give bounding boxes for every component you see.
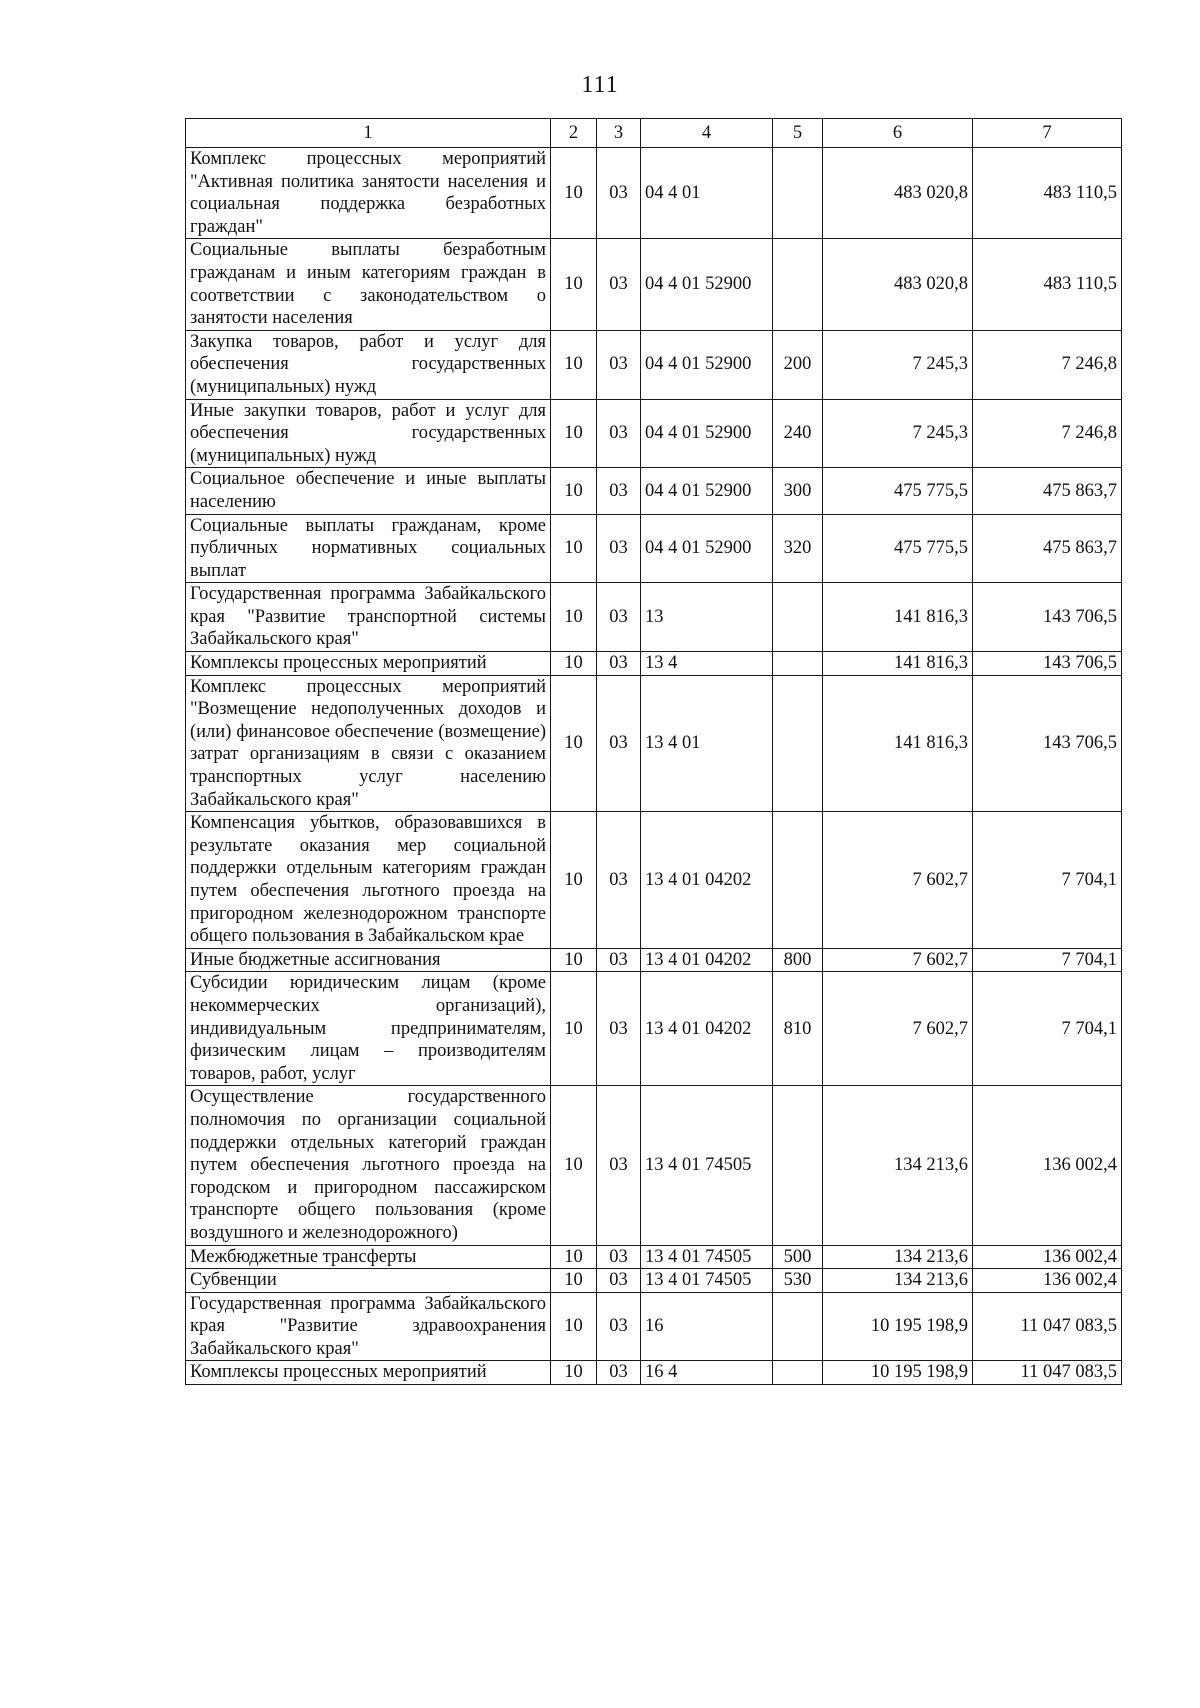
- row-expense-type-cell: [773, 1086, 823, 1245]
- row-expense-type-cell: 500: [773, 1245, 823, 1269]
- table-header: [186, 119, 1122, 148]
- row-amount-year1-cell: 7 245,3: [823, 399, 973, 468]
- row-amount-year1-cell: 134 213,6: [823, 1245, 973, 1269]
- table-row: [186, 1361, 1122, 1385]
- row-target-code-cell: 13: [641, 583, 773, 652]
- row-target-code-cell: 04 4 01 52900: [641, 468, 773, 514]
- row-subsection-cell: 03: [597, 239, 641, 330]
- row-name-cell: Комплекс процессных мероприятий "Возмещение недополученных доходов и (или) финансовое обеспечение (возмещение) затрат организациям в связи с оказанием транспортных услуг населению Забайкальского края": [186, 675, 551, 812]
- row-target-code-cell: 13 4 01: [641, 675, 773, 812]
- row-section-cell: 10: [551, 1245, 597, 1269]
- row-section-cell: 10: [551, 148, 597, 239]
- table-row: [186, 972, 1122, 1086]
- row-expense-type-cell: 320: [773, 514, 823, 583]
- table-row: [186, 1086, 1122, 1245]
- row-expense-type-cell: 800: [773, 948, 823, 972]
- table-row: [186, 148, 1122, 239]
- row-target-code-cell: 16 4: [641, 1361, 773, 1385]
- row-amount-year1-cell: 7 602,7: [823, 812, 973, 949]
- table-row: [186, 514, 1122, 583]
- row-subsection-cell: 03: [597, 972, 641, 1086]
- table-row: [186, 652, 1122, 676]
- row-amount-year2-cell: 11 047 083,5: [973, 1361, 1122, 1385]
- header-col-2: 2: [551, 119, 597, 148]
- row-amount-year1-cell: 134 213,6: [823, 1269, 973, 1293]
- row-name-cell: Субвенции: [186, 1269, 551, 1293]
- row-name-cell: Государственная программа Забайкальского края "Развитие здравоохранения Забайкальского края": [186, 1292, 551, 1361]
- row-section-cell: 10: [551, 1292, 597, 1361]
- row-amount-year2-cell: 136 002,4: [973, 1269, 1122, 1293]
- row-target-code-cell: 04 4 01 52900: [641, 399, 773, 468]
- row-subsection-cell: 03: [597, 1269, 641, 1293]
- row-subsection-cell: 03: [597, 148, 641, 239]
- row-section-cell: 10: [551, 1361, 597, 1385]
- row-name-cell: Закупка товаров, работ и услуг для обеспечения государственных (муниципальных) нужд: [186, 330, 551, 399]
- row-amount-year2-cell: 475 863,7: [973, 514, 1122, 583]
- row-expense-type-cell: 240: [773, 399, 823, 468]
- row-amount-year2-cell: 483 110,5: [973, 148, 1122, 239]
- row-amount-year1-cell: 7 245,3: [823, 330, 973, 399]
- row-amount-year2-cell: 143 706,5: [973, 583, 1122, 652]
- row-target-code-cell: 13 4 01 74505: [641, 1245, 773, 1269]
- row-amount-year1-cell: 141 816,3: [823, 675, 973, 812]
- row-name-cell: Иные бюджетные ассигнования: [186, 948, 551, 972]
- row-expense-type-cell: 200: [773, 330, 823, 399]
- row-name-cell: Социальные выплаты гражданам, кроме публичных нормативных социальных выплат: [186, 514, 551, 583]
- row-expense-type-cell: [773, 652, 823, 676]
- row-subsection-cell: 03: [597, 1086, 641, 1245]
- header-col-4: 4: [641, 119, 773, 148]
- row-section-cell: 10: [551, 652, 597, 676]
- table-row: [186, 675, 1122, 812]
- row-section-cell: 10: [551, 1086, 597, 1245]
- row-name-cell: Осуществление государственного полномочия по организации социальной поддержки отдельных категорий граждан путем обеспечения льготного проезда на городском и пригородном пассажирском транспорте общего пользования (кроме воздушного и железнодорожного): [186, 1086, 551, 1245]
- row-section-cell: 10: [551, 812, 597, 949]
- row-subsection-cell: 03: [597, 948, 641, 972]
- table-row: [186, 330, 1122, 399]
- row-amount-year2-cell: 7 246,8: [973, 330, 1122, 399]
- row-target-code-cell: 04 4 01 52900: [641, 514, 773, 583]
- row-amount-year1-cell: 134 213,6: [823, 1086, 973, 1245]
- row-expense-type-cell: [773, 148, 823, 239]
- row-section-cell: 10: [551, 948, 597, 972]
- row-name-cell: Комплекс процессных мероприятий "Активная политика занятости населения и социальная поддержка безработных граждан": [186, 148, 551, 239]
- row-target-code-cell: 13 4: [641, 652, 773, 676]
- row-name-cell: Субсидии юридическим лицам (кроме некоммерческих организаций), индивидуальным предпринимателям, физическим лицам – производителям товаров, работ, услуг: [186, 972, 551, 1086]
- row-amount-year1-cell: 7 602,7: [823, 972, 973, 1086]
- row-amount-year1-cell: 10 195 198,9: [823, 1292, 973, 1361]
- table-row: [186, 1269, 1122, 1293]
- row-target-code-cell: 04 4 01 52900: [641, 330, 773, 399]
- row-amount-year2-cell: 7 704,1: [973, 812, 1122, 949]
- row-section-cell: 10: [551, 239, 597, 330]
- row-name-cell: Компенсация убытков, образовавшихся в результате оказания мер социальной поддержки отдельным категориям граждан путем обеспечения льготного проезда на пригородном железнодорожном транспорте общего пользования в Забайкальском крае: [186, 812, 551, 949]
- table-row: [186, 812, 1122, 949]
- header-col-3: 3: [597, 119, 641, 148]
- table-body: [186, 148, 1122, 1385]
- row-target-code-cell: 13 4 01 04202: [641, 948, 773, 972]
- row-name-cell: Социальное обеспечение и иные выплаты населению: [186, 468, 551, 514]
- row-amount-year2-cell: 11 047 083,5: [973, 1292, 1122, 1361]
- row-expense-type-cell: [773, 583, 823, 652]
- row-section-cell: 10: [551, 330, 597, 399]
- row-name-cell: Иные закупки товаров, работ и услуг для обеспечения государственных (муниципальных) нужд: [186, 399, 551, 468]
- table-row: [186, 948, 1122, 972]
- row-subsection-cell: 03: [597, 514, 641, 583]
- row-name-cell: Социальные выплаты безработным гражданам и иным категориям граждан в соответствии с законодательством о занятости населения: [186, 239, 551, 330]
- row-section-cell: 10: [551, 972, 597, 1086]
- row-subsection-cell: 03: [597, 583, 641, 652]
- row-expense-type-cell: [773, 1292, 823, 1361]
- row-amount-year2-cell: 143 706,5: [973, 675, 1122, 812]
- header-row: [186, 119, 1122, 148]
- header-col-6: 6: [823, 119, 973, 148]
- row-amount-year1-cell: 475 775,5: [823, 468, 973, 514]
- row-target-code-cell: 13 4 01 74505: [641, 1269, 773, 1293]
- row-amount-year2-cell: 475 863,7: [973, 468, 1122, 514]
- row-target-code-cell: 13 4 01 04202: [641, 812, 773, 949]
- row-amount-year2-cell: 136 002,4: [973, 1245, 1122, 1269]
- row-expense-type-cell: 810: [773, 972, 823, 1086]
- row-subsection-cell: 03: [597, 1361, 641, 1385]
- row-amount-year1-cell: 141 816,3: [823, 652, 973, 676]
- row-subsection-cell: 03: [597, 1245, 641, 1269]
- row-amount-year2-cell: 136 002,4: [973, 1086, 1122, 1245]
- row-amount-year2-cell: 7 704,1: [973, 972, 1122, 1086]
- row-amount-year1-cell: 141 816,3: [823, 583, 973, 652]
- row-section-cell: 10: [551, 399, 597, 468]
- row-subsection-cell: 03: [597, 1292, 641, 1361]
- row-subsection-cell: 03: [597, 468, 641, 514]
- row-expense-type-cell: [773, 812, 823, 949]
- row-amount-year1-cell: 475 775,5: [823, 514, 973, 583]
- budget-table: [185, 118, 1122, 1385]
- table-row: [186, 1245, 1122, 1269]
- row-amount-year2-cell: 7 704,1: [973, 948, 1122, 972]
- table-row: [186, 239, 1122, 330]
- header-col-7: 7: [973, 119, 1122, 148]
- row-section-cell: 10: [551, 468, 597, 514]
- header-col-1: 1: [186, 119, 551, 148]
- row-section-cell: 10: [551, 1269, 597, 1293]
- row-subsection-cell: 03: [597, 812, 641, 949]
- row-amount-year2-cell: 483 110,5: [973, 239, 1122, 330]
- row-target-code-cell: 04 4 01: [641, 148, 773, 239]
- row-target-code-cell: 13 4 01 74505: [641, 1086, 773, 1245]
- row-section-cell: 10: [551, 675, 597, 812]
- row-amount-year2-cell: 143 706,5: [973, 652, 1122, 676]
- row-section-cell: 10: [551, 583, 597, 652]
- row-expense-type-cell: [773, 675, 823, 812]
- row-expense-type-cell: 300: [773, 468, 823, 514]
- row-name-cell: Комплексы процессных мероприятий: [186, 652, 551, 676]
- row-amount-year2-cell: 7 246,8: [973, 399, 1122, 468]
- row-expense-type-cell: [773, 1361, 823, 1385]
- row-subsection-cell: 03: [597, 399, 641, 468]
- header-col-5: 5: [773, 119, 823, 148]
- row-target-code-cell: 13 4 01 04202: [641, 972, 773, 1086]
- table-row: [186, 399, 1122, 468]
- row-name-cell: Межбюджетные трансферты: [186, 1245, 551, 1269]
- table-row: [186, 583, 1122, 652]
- row-amount-year1-cell: 7 602,7: [823, 948, 973, 972]
- row-name-cell: Государственная программа Забайкальского края "Развитие транспортной системы Забайкальского края": [186, 583, 551, 652]
- row-target-code-cell: 04 4 01 52900: [641, 239, 773, 330]
- table-row: [186, 468, 1122, 514]
- row-subsection-cell: 03: [597, 675, 641, 812]
- row-amount-year1-cell: 483 020,8: [823, 148, 973, 239]
- row-target-code-cell: 16: [641, 1292, 773, 1361]
- row-expense-type-cell: [773, 239, 823, 330]
- row-amount-year1-cell: 483 020,8: [823, 239, 973, 330]
- row-name-cell: Комплексы процессных мероприятий: [186, 1361, 551, 1385]
- page-number: 111: [581, 72, 619, 98]
- row-subsection-cell: 03: [597, 330, 641, 399]
- row-expense-type-cell: 530: [773, 1269, 823, 1293]
- row-section-cell: 10: [551, 514, 597, 583]
- row-amount-year1-cell: 10 195 198,9: [823, 1361, 973, 1385]
- row-subsection-cell: 03: [597, 652, 641, 676]
- table-row: [186, 1292, 1122, 1361]
